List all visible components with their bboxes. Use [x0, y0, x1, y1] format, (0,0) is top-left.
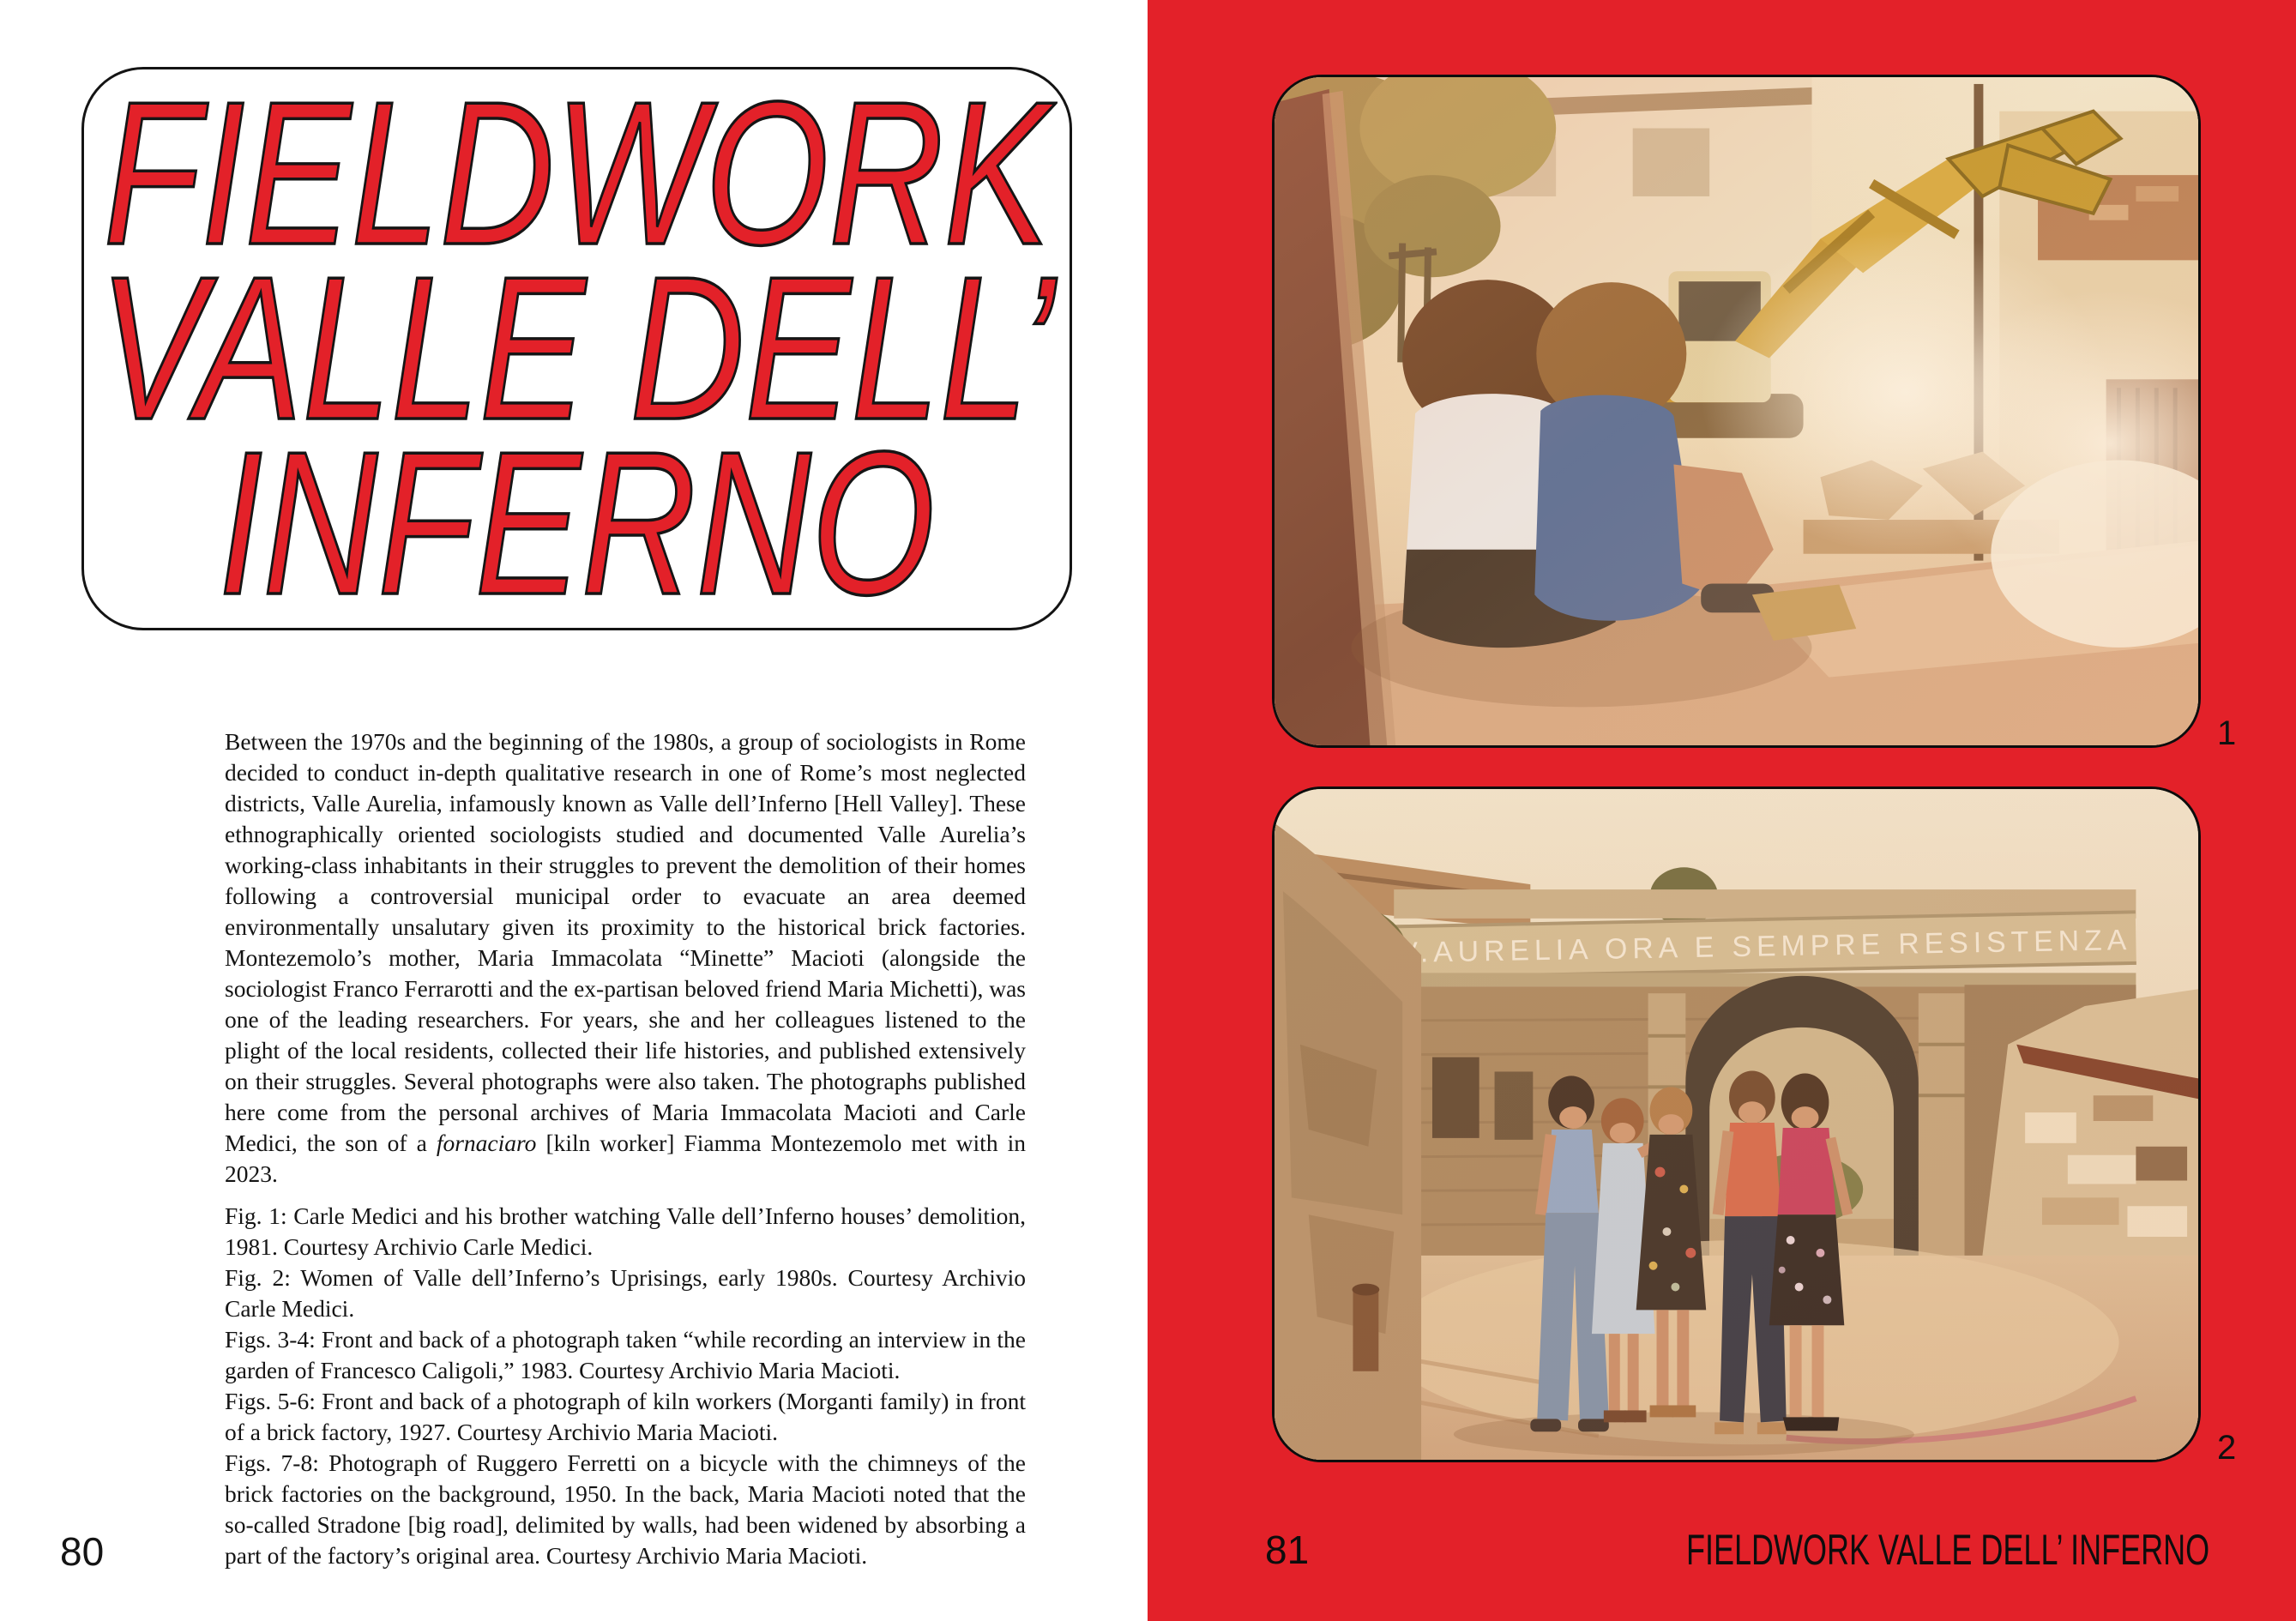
page-number-right: 81 — [1265, 1528, 1310, 1572]
intro-italic-word: fornaciaro — [436, 1130, 537, 1156]
title-line-3: INFERNO — [218, 409, 936, 637]
figure-1-label: 1 — [2217, 714, 2237, 752]
photo-women-uprising — [1272, 786, 2201, 1462]
intro-text-before: Between the 1970s and the beginning of the 1980s, a group of sociologists in Rome decided to conduct in-depth qualitative research in one of Rome’s most neglected districts, Valle Aurelia, infamously known as Valle dell’Inferno [Hell Valley]. These ethnographically oriented sociologists studied and documented Valle Aurelia’s working-class inhabitants in their struggles to prevent the demolition of their homes following a controversial municipal order to evacuate an area deemed environmentally unsalutary given its proximity to the historical brick factories. Montezemolo’s mother, Maria Immacolata “Minette” Macioti (alongside the sociologist Franco Ferrarotti and the ex-partisan beloved friend Maria Michetti), was one of the leading researchers. For years, she and her colleagues listened to the plight of the local residents, collected their life histories, and published extensively on their struggles. Several photographs were also taken. The photographs published here come from the personal archives of Maria Immacolata Macioti and Carle Medici, the son of a — [225, 728, 1026, 1156]
demolition-scene — [1275, 77, 2198, 745]
page-number-left: 80 — [60, 1529, 105, 1574]
caption-figs-5-6: Figs. 5-6: Front and back of a photograph of kiln workers (Morganti family) in front of a brick factory, 1927. Courtesy Archivio Maria Macioti. — [225, 1388, 1026, 1445]
caption-figs-3-4: Figs. 3-4: Front and back of a photograph taken “while recording an interview in the garden of Francesco Caligoli,” 1983. Courtesy Archivio Maria Macioti. — [225, 1326, 1026, 1383]
intro-paragraph — [225, 726, 1026, 1190]
running-title: FIELDWORK VALLE DELL’ INFERNO — [1686, 1526, 2210, 1574]
intro-text-after: [kiln worker] Fiamma Montezemolo met with in 2023. — [225, 1130, 1026, 1187]
title-box — [81, 59, 1072, 637]
caption-fig-1: Fig. 1: Carle Medici and his brother watching Valle dell’Inferno houses’ demolition, 1981. Courtesy Archivio Carle Medici. — [225, 1202, 1026, 1260]
women-arch-scene — [1275, 789, 2198, 1460]
title-line-2: VALLE DELL’ — [99, 234, 1055, 462]
caption-fig-2: Fig. 2: Women of Valle dell’Inferno’s Uprisings, early 1980s. Courtesy Archivio Carle Medici. — [225, 1264, 1026, 1322]
figure-2-label: 2 — [2217, 1429, 2237, 1467]
caption-figs-7-8: Figs. 7-8: Photograph of Ruggero Ferretti on a bicycle with the chimneys of the brick factories on the background, 1950. In the back, Maria Macioti noted that the so-called Stradone [big road], delimited by walls, had been widened by absorbing a part of the factory’s original area. Courtesy Archivio Maria Macioti. — [225, 1449, 1026, 1569]
title-line-1: FIELDWORK — [103, 59, 1051, 287]
caption-list — [225, 1201, 1026, 1571]
right-page — [1148, 0, 2296, 1621]
photo-demolition — [1272, 75, 2201, 748]
